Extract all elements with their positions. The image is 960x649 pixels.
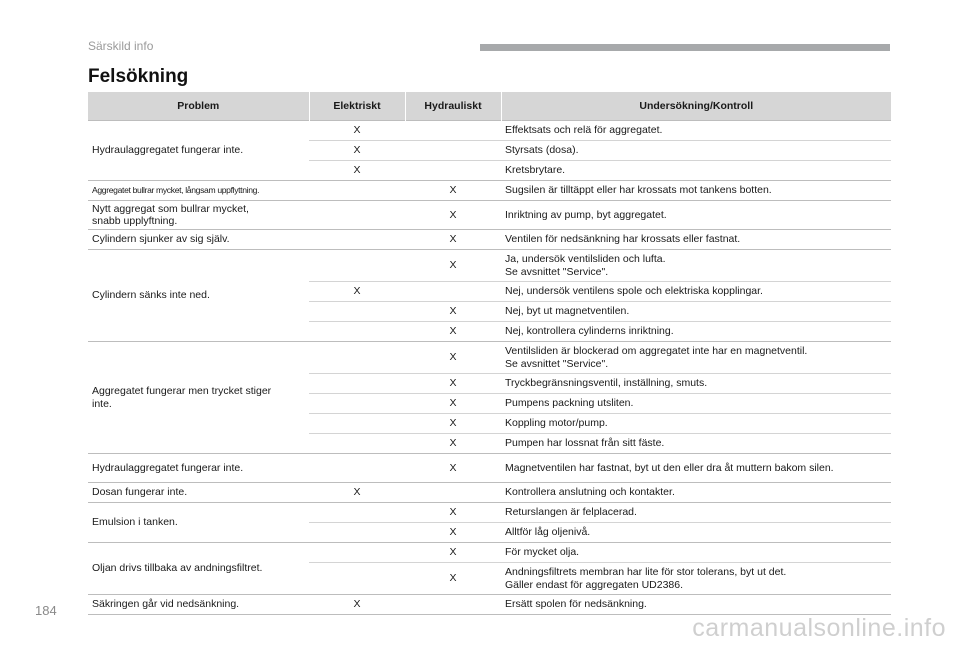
problem-cell: Cylindern sänks inte ned.: [88, 250, 309, 342]
troubleshooting-table: [88, 92, 891, 615]
problem-cell: Aggregatet fungerar men trycket stiger inte.: [88, 342, 309, 454]
problem-cell: Emulsion i tanken.: [88, 503, 309, 543]
table-header-row: [88, 92, 891, 121]
table-row: [88, 595, 891, 615]
electrical-mark: X: [309, 141, 405, 161]
inspection-cell: Ventilsliden är blockerad om aggregatet inte har en magnetventil. Se avsnittet "Service".: [501, 342, 891, 374]
table-row: [88, 503, 891, 523]
inspection-cell: Sugsilen är tilltäppt eller har krossats mot tankens botten.: [501, 181, 891, 201]
hydraulic-mark: [405, 595, 501, 615]
problem-cell: Nytt aggregat som bullrar mycket, snabb upplyftning.: [88, 201, 309, 230]
hydraulic-mark: X: [405, 230, 501, 250]
inspection-cell: Magnetventilen har fastnat, byt ut den eller dra åt muttern bakom silen.: [501, 454, 891, 483]
hydraulic-mark: X: [405, 250, 501, 282]
electrical-mark: [309, 543, 405, 563]
column-header-electrical: Elektriskt: [309, 92, 405, 121]
electrical-mark: [309, 414, 405, 434]
table-row: [88, 543, 891, 563]
table-row: [88, 201, 891, 230]
problem-cell: Hydraulaggregatet fungerar inte.: [88, 454, 309, 483]
inspection-cell: Nej, kontrollera cylinderns inriktning.: [501, 322, 891, 342]
electrical-mark: X: [309, 161, 405, 181]
electrical-mark: [309, 394, 405, 414]
table-row: [88, 483, 891, 503]
problem-cell: Hydraulaggregatet fungerar inte.: [88, 121, 309, 181]
electrical-mark: [309, 230, 405, 250]
table-row: [88, 230, 891, 250]
electrical-mark: [309, 201, 405, 230]
electrical-mark: X: [309, 595, 405, 615]
problem-cell: Aggregatet bullrar mycket, långsam uppflyttning.: [88, 181, 309, 201]
page-number: 184: [35, 603, 57, 618]
hydraulic-mark: X: [405, 181, 501, 201]
column-header-hydraulic: Hydrauliskt: [405, 92, 501, 121]
problem-cell: Cylindern sjunker av sig själv.: [88, 230, 309, 250]
electrical-mark: [309, 454, 405, 483]
inspection-cell: För mycket olja.: [501, 543, 891, 563]
inspection-cell: Nej, byt ut magnetventilen.: [501, 302, 891, 322]
inspection-cell: Ja, undersök ventilsliden och lufta. Se avsnittet "Service".: [501, 250, 891, 282]
hydraulic-mark: X: [405, 414, 501, 434]
hydraulic-mark: X: [405, 523, 501, 543]
electrical-mark: [309, 342, 405, 374]
hydraulic-mark: X: [405, 374, 501, 394]
hydraulic-mark: [405, 483, 501, 503]
header-bar: [480, 44, 890, 51]
problem-cell: Dosan fungerar inte.: [88, 483, 309, 503]
watermark: carmanualsonline.info: [692, 614, 946, 642]
inspection-cell: Ventilen för nedsänkning har krossats eller fastnat.: [501, 230, 891, 250]
column-header-inspection: Undersökning/Kontroll: [501, 92, 891, 121]
electrical-mark: [309, 563, 405, 595]
inspection-cell: Tryckbegränsningsventil, inställning, smuts.: [501, 374, 891, 394]
inspection-cell: Alltför låg oljenivå.: [501, 523, 891, 543]
hydraulic-mark: X: [405, 434, 501, 454]
inspection-cell: Koppling motor/pump.: [501, 414, 891, 434]
inspection-cell: Styrsats (dosa).: [501, 141, 891, 161]
electrical-mark: X: [309, 282, 405, 302]
electrical-mark: X: [309, 121, 405, 141]
inspection-cell: Pumpen har lossnat från sitt fäste.: [501, 434, 891, 454]
hydraulic-mark: X: [405, 302, 501, 322]
hydraulic-mark: X: [405, 322, 501, 342]
hydraulic-mark: X: [405, 201, 501, 230]
inspection-cell: Kontrollera anslutning och kontakter.: [501, 483, 891, 503]
electrical-mark: X: [309, 483, 405, 503]
hydraulic-mark: [405, 121, 501, 141]
inspection-cell: Andningsfiltrets membran har lite för stor tolerans, byt ut det. Gäller endast för aggregaten UD2386.: [501, 563, 891, 595]
electrical-mark: [309, 523, 405, 543]
electrical-mark: [309, 250, 405, 282]
inspection-cell: Ersätt spolen för nedsänkning.: [501, 595, 891, 615]
electrical-mark: [309, 374, 405, 394]
hydraulic-mark: [405, 282, 501, 302]
hydraulic-mark: [405, 141, 501, 161]
table-row: [88, 181, 891, 201]
table-row: [88, 121, 891, 141]
electrical-mark: [309, 322, 405, 342]
inspection-cell: Kretsbrytare.: [501, 161, 891, 181]
inspection-cell: Nej, undersök ventilens spole och elektriska kopplingar.: [501, 282, 891, 302]
hydraulic-mark: X: [405, 543, 501, 563]
inspection-cell: Effektsats och relä för aggregatet.: [501, 121, 891, 141]
section-label: Särskild info: [88, 39, 154, 53]
hydraulic-mark: [405, 161, 501, 181]
hydraulic-mark: X: [405, 503, 501, 523]
electrical-mark: [309, 434, 405, 454]
table-row: [88, 342, 891, 374]
column-header-problem: Problem: [88, 92, 309, 121]
hydraulic-mark: X: [405, 342, 501, 374]
electrical-mark: [309, 302, 405, 322]
problem-cell: Säkringen går vid nedsänkning.: [88, 595, 309, 615]
hydraulic-mark: X: [405, 454, 501, 483]
table-row: [88, 250, 891, 282]
electrical-mark: [309, 503, 405, 523]
inspection-cell: Pumpens packning utsliten.: [501, 394, 891, 414]
problem-cell: Oljan drivs tillbaka av andningsfiltret.: [88, 543, 309, 595]
page-title: Felsökning: [88, 66, 189, 87]
inspection-cell: Returslangen är felplacerad.: [501, 503, 891, 523]
hydraulic-mark: X: [405, 563, 501, 595]
hydraulic-mark: X: [405, 394, 501, 414]
inspection-cell: Inriktning av pump, byt aggregatet.: [501, 201, 891, 230]
electrical-mark: [309, 181, 405, 201]
table-row: [88, 454, 891, 483]
